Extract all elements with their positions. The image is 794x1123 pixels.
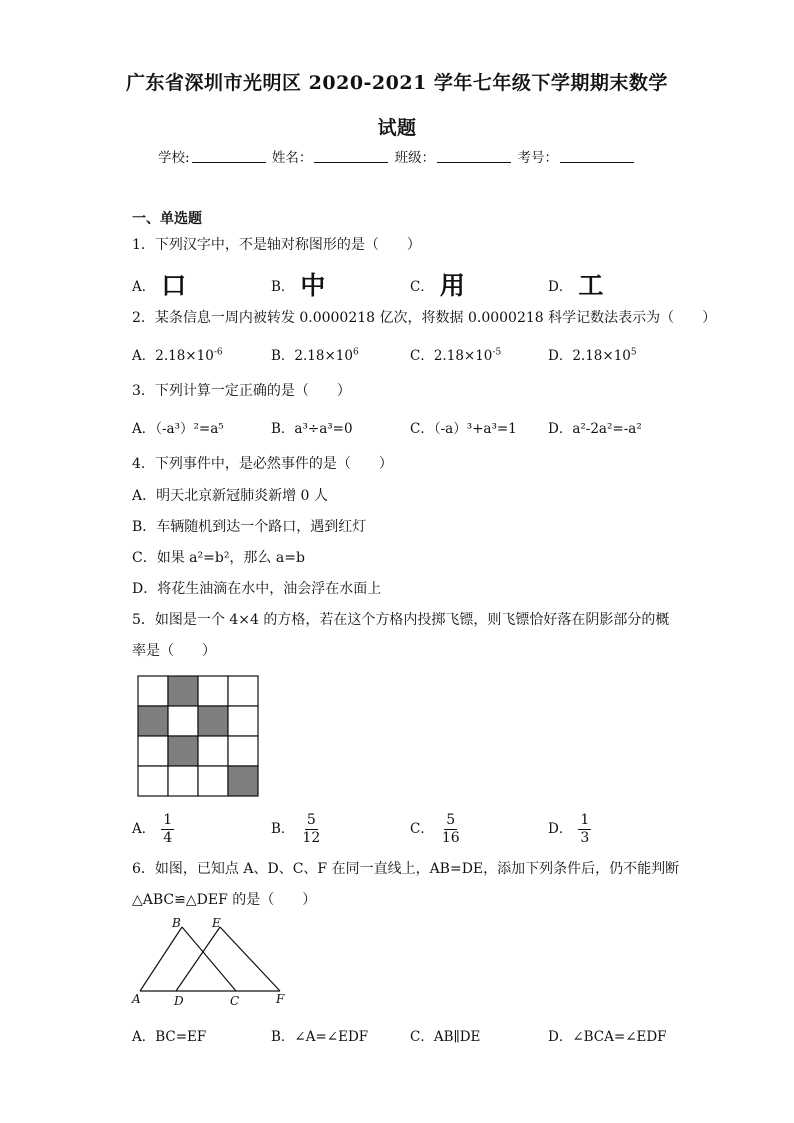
class-label: 班级： xyxy=(394,150,436,166)
grid-cell-shaded xyxy=(228,766,258,796)
question-6-option-b: B．∠A=∠EDF xyxy=(271,1029,369,1045)
school-blank xyxy=(192,149,266,163)
question-1-option-d: D． 工 xyxy=(548,271,604,300)
question-4-option-c: C．如果 a²=b²，那么 a=b xyxy=(132,550,305,566)
question-3-option-a: A．（-a³）²=a⁵ xyxy=(132,421,224,437)
question-5-stem-line1: 5．如图是一个 4×4 的方格，若在这个方格内投掷飞镖，则飞镖恰好落在阴影部分的概 xyxy=(132,612,670,628)
name-blank xyxy=(314,149,388,163)
question-4-option-d: D．将花生油滴在水中，油会浮在水面上 xyxy=(132,581,382,597)
point-a-label: A xyxy=(132,992,141,1006)
question-6-stem-line1: 6．如图，已知点 A、D、C、F 在同一直线上，AB=DE，添加下列条件后，仍不能判断 xyxy=(132,861,680,877)
grid-cell-shaded xyxy=(138,706,168,736)
question-1-option-b: B． 中 xyxy=(271,271,326,300)
question-6-option-d: D．∠BCA=∠EDF xyxy=(548,1029,667,1045)
point-e-label: E xyxy=(212,916,221,930)
grid-cell xyxy=(228,676,258,706)
segment-ef xyxy=(220,927,280,991)
question-4-option-b: B．车辆随机到达一个路口，遇到红灯 xyxy=(132,519,367,535)
grid-cell xyxy=(168,766,198,796)
point-b-label: B xyxy=(172,916,181,930)
grid-cell xyxy=(228,706,258,736)
question-2-option-c: C．$2.18\times 10^{-5}$ xyxy=(410,347,502,364)
segment-ab xyxy=(140,927,182,991)
question-2-option-d: D．$2.18\times 10^5$ xyxy=(548,347,637,364)
question-2-option-b: B．$2.18\times 10^6$ xyxy=(271,347,359,364)
question-5-option-a: A． $\frac{1}{4}$ xyxy=(132,812,173,846)
question-1-option-a: A． 口 xyxy=(132,271,187,300)
question-2-option-a: A．$2.18\times 10^{-6}$ xyxy=(132,347,223,364)
question-3-option-b: B．a³÷a³=0 xyxy=(271,421,353,437)
grid-cell-shaded xyxy=(198,706,228,736)
grid-cell xyxy=(138,676,168,706)
triangles-figure xyxy=(130,915,300,1010)
school-label: 学校: xyxy=(158,150,190,166)
question-6-option-c: C．AB∥DE xyxy=(410,1029,481,1045)
page-title-line1: 广东省深圳市光明区 2020-2021 学年七年级下学期期末数学 xyxy=(126,72,668,94)
question-3-option-c: C．（-a）³+a³=1 xyxy=(410,421,517,437)
grid-cell xyxy=(198,736,228,766)
question-3-option-d: D．a²-2a²=-a² xyxy=(548,421,642,437)
exam-no-label: 考号： xyxy=(517,150,558,166)
exam-no-blank xyxy=(560,149,634,163)
question-1-option-c: C． 用 xyxy=(410,271,465,300)
grid-cell-shaded xyxy=(168,736,198,766)
class-blank xyxy=(437,149,511,163)
dartboard-grid-figure xyxy=(135,673,263,801)
question-2-stem: 2．某条信息一周内被转发 0.0000218 亿次，将数据 0.0000218 科学记数法表示为（ ） xyxy=(132,310,717,326)
question-4-stem: 4．下列事件中，是必然事件的是（ ） xyxy=(132,456,393,472)
segment-de xyxy=(176,927,220,991)
question-6-option-a: A．BC=EF xyxy=(132,1029,207,1045)
question-5-stem-line2: 率是（ ） xyxy=(132,643,216,659)
grid-cell xyxy=(198,766,228,796)
question-6-stem-line2: △ABC≌△DEF 的是（ ） xyxy=(132,892,317,908)
name-label: 姓名： xyxy=(271,150,313,166)
grid-cell xyxy=(138,766,168,796)
question-3-stem: 3．下列计算一定正确的是（ ） xyxy=(132,383,351,399)
point-d-label: D xyxy=(174,994,184,1008)
grid-cell xyxy=(168,706,198,736)
page-title-line2: 试题 xyxy=(377,117,417,139)
question-4-option-a: A．明天北京新冠肺炎新增 0 人 xyxy=(132,488,328,504)
grid-cell-shaded xyxy=(168,676,198,706)
point-f-label: F xyxy=(276,992,285,1006)
point-c-label: C xyxy=(230,994,240,1008)
section-heading: 一、单选题 xyxy=(132,211,202,227)
question-5-option-b: B． $\frac{5}{12}$ xyxy=(271,812,321,846)
question-5-option-c: C． $\frac{5}{16}$ xyxy=(410,812,460,846)
segment-bc xyxy=(182,927,236,991)
grid-cell xyxy=(198,676,228,706)
question-1-stem: 1．下列汉字中，不是轴对称图形的是（ ） xyxy=(132,237,421,253)
question-5-option-d: D． $\frac{1}{3}$ xyxy=(548,812,590,846)
grid-cell xyxy=(138,736,168,766)
student-info-line xyxy=(0,146,794,166)
grid-cell xyxy=(228,736,258,766)
